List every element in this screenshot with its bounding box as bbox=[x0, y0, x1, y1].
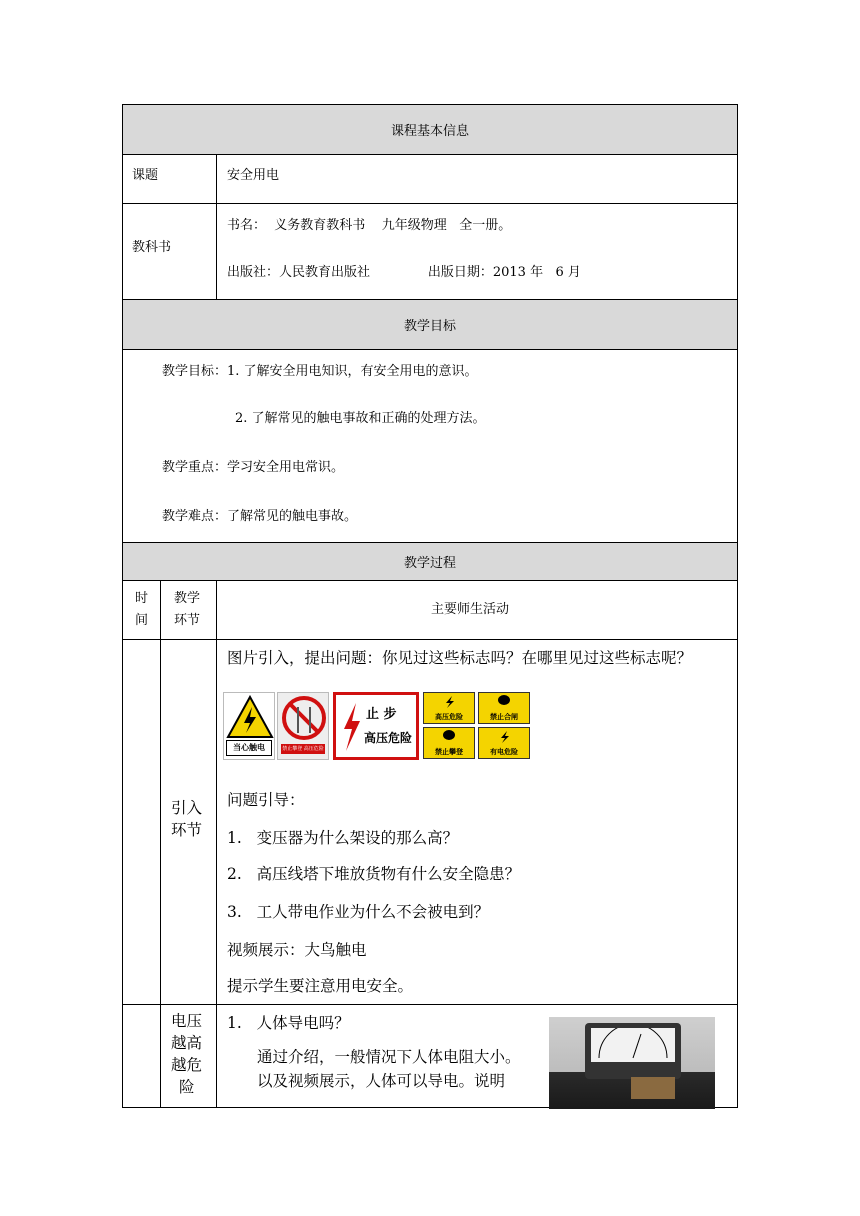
small-high-voltage-sign bbox=[423, 692, 475, 724]
sign-label: 禁止攀登 高压危险 bbox=[282, 746, 324, 752]
section-header-process bbox=[123, 542, 737, 580]
topic-row bbox=[123, 154, 737, 203]
voltage-stage-4: 险 bbox=[179, 1078, 195, 1096]
item-1: 1. 人体导电吗？ bbox=[227, 1014, 350, 1032]
ammeter-photo bbox=[549, 1017, 715, 1109]
time-col-1: 时 bbox=[135, 591, 149, 606]
sign-label: 止 步 bbox=[366, 707, 397, 722]
live-danger-sign bbox=[478, 727, 530, 759]
divider bbox=[160, 1005, 161, 1108]
intro-lead: 图片引入，提出问题：你见过这些标志吗？在哪里见过这些标志呢？ bbox=[227, 649, 693, 667]
sign-label: 有电危险 bbox=[490, 748, 518, 756]
caution-shock-sign bbox=[223, 692, 275, 760]
voltage-stage-3: 越危 bbox=[171, 1056, 203, 1074]
section-header-basic-info bbox=[123, 105, 737, 154]
activity-col: 主要师生活动 bbox=[431, 602, 510, 617]
question-1: 1. 变压器为什么架设的那么高？ bbox=[227, 829, 459, 847]
process-column-header bbox=[123, 580, 737, 639]
textbook-row bbox=[123, 203, 737, 299]
divider bbox=[160, 640, 161, 1004]
time-col-2: 间 bbox=[135, 613, 149, 628]
divider bbox=[216, 581, 217, 639]
goal-line-2: 2. 了解常见的触电事故和正确的处理方法。 bbox=[235, 411, 486, 426]
lesson-plan-table bbox=[122, 104, 738, 1108]
question-2: 2. 高压线塔下堆放货物有什么安全隐患？ bbox=[227, 865, 521, 883]
intro-stage-row bbox=[123, 639, 737, 1004]
intro-stage-2: 环节 bbox=[171, 821, 203, 839]
voltage-stage-row bbox=[123, 1004, 737, 1107]
para-line-2: 以及视频展示，人体可以导电。说明 bbox=[257, 1072, 506, 1090]
stop-high-voltage-sign bbox=[333, 692, 419, 760]
section-title: 教学目标 bbox=[403, 319, 456, 334]
question-3: 3. 工人带电作业为什么不会被电到？ bbox=[227, 903, 490, 921]
sign-label: 禁止合闸 bbox=[490, 713, 518, 721]
sign-label: 高压危险 bbox=[435, 713, 463, 721]
divider bbox=[216, 155, 217, 203]
key-point: 教学重点：学习安全用电常识。 bbox=[162, 460, 345, 475]
topic-label: 课题 bbox=[132, 168, 159, 183]
voltage-stage-2: 越高 bbox=[171, 1034, 203, 1052]
prohibition-icon bbox=[443, 730, 455, 740]
meter-dial bbox=[591, 1028, 675, 1062]
intro-stage-1: 引入 bbox=[171, 799, 203, 817]
video-note: 视频展示：大鸟触电 bbox=[227, 941, 367, 959]
prohibition-icon bbox=[498, 695, 510, 705]
divider bbox=[216, 1005, 217, 1108]
divider bbox=[216, 204, 217, 299]
para-line-1: 通过介绍，一般情况下人体电阻大小。 bbox=[257, 1048, 521, 1066]
warning-triangle-icon bbox=[224, 693, 275, 741]
publisher-line: 出版社：人民教育出版社 出版日期：2013 年 6 月 bbox=[227, 265, 581, 280]
difficulty: 教学难点：了解常见的触电事故。 bbox=[162, 509, 358, 524]
divider bbox=[160, 581, 161, 639]
no-climb-sign bbox=[277, 692, 329, 760]
textbook-label: 教科书 bbox=[132, 240, 172, 255]
topic-value: 安全用电 bbox=[227, 168, 280, 183]
lightning-icon bbox=[340, 699, 364, 755]
stage-col-2: 环节 bbox=[174, 613, 201, 628]
section-title: 教学过程 bbox=[403, 556, 456, 571]
prohibition-icon bbox=[278, 693, 329, 743]
no-close-switch-sign bbox=[478, 692, 530, 724]
warning-signs-image bbox=[223, 692, 533, 764]
stage-col-1: 教学 bbox=[174, 591, 201, 606]
voltage-stage-1: 电压 bbox=[171, 1012, 203, 1030]
guide-title: 问题引导： bbox=[227, 791, 305, 809]
book-line: 书名： 义务教育教科书 九年级物理 全一册。 bbox=[227, 218, 512, 233]
remind-note: 提示学生要注意用电安全。 bbox=[227, 977, 414, 995]
sign-label: 当心触电 bbox=[226, 740, 272, 756]
lightning-icon bbox=[443, 695, 457, 709]
meter-base bbox=[631, 1077, 675, 1099]
no-climb-yellow-sign bbox=[423, 727, 475, 759]
meter-body bbox=[585, 1023, 681, 1079]
meter-scale-icon bbox=[591, 1028, 675, 1062]
goals-content bbox=[123, 349, 737, 542]
goal-line-1: 教学目标：1. 了解安全用电知识，有安全用电的意识。 bbox=[162, 364, 478, 379]
sign-label: 禁止攀登 bbox=[435, 748, 463, 756]
divider bbox=[216, 640, 217, 1004]
sign-label: 高压危险 bbox=[364, 731, 413, 745]
lightning-icon bbox=[498, 730, 512, 744]
section-title: 课程基本信息 bbox=[390, 124, 469, 139]
section-header-goals bbox=[123, 299, 737, 349]
